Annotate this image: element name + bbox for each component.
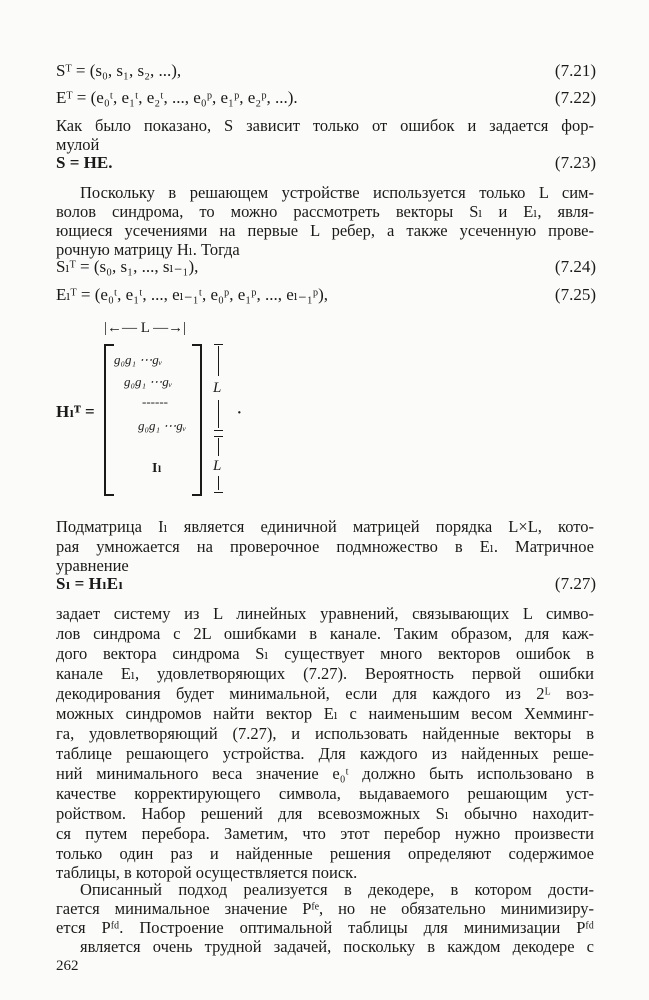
text-line: лов синдрома с 2L ошибками в канале. Таким образом, для каж-	[56, 624, 594, 643]
text-line: рочную матрицу Hₗ. Тогда	[56, 240, 240, 259]
text-line: мулой	[56, 135, 100, 154]
text-line: можных синдромов найти вектор Eₗ с наименьшим весом Хемминг-	[56, 704, 594, 723]
identity-submatrix: Iₗ	[152, 461, 162, 476]
equation-number: (7.25)	[554, 285, 596, 304]
right-bracket	[192, 344, 202, 496]
matrix-row: g₀g₁ ⋯gᵥ	[138, 418, 187, 433]
equation-lhs: Eₗᵀ = (e₀ᵗ, e₁ᵗ, ..., eₗ₋₁ᵗ, e₀ᵖ, e₁ᵖ, ..., eₗ₋₁ᵖ),	[56, 285, 328, 304]
text-line: качестве корректирующего символа, выдаваемого решающим уст-	[56, 784, 594, 803]
equation-number: (7.27)	[554, 574, 596, 593]
matrix-dashes: ------	[142, 394, 168, 409]
side-arrow-cap	[214, 492, 223, 493]
text-line: декодирования будет минимальной, если для каждого из 2ᴸ воз-	[56, 684, 594, 703]
side-arrow-line	[218, 400, 219, 428]
side-label-l: L	[213, 380, 222, 396]
text-line: ющиеся усечениями на первые L ребер, а также усеченную прове-	[56, 221, 594, 240]
matrix-width-label: |←— L —→|	[104, 320, 187, 336]
text-line: Как было показано, S зависит только от ошибок и задается фор-	[56, 116, 594, 135]
side-arrow-line	[218, 346, 219, 376]
equation-7-23	[56, 152, 596, 174]
side-arrow-line	[218, 476, 219, 490]
text-line: Описанный подход реализуется в декодере, в котором дости-	[80, 880, 594, 899]
equation-lhs: Sₗ = HₗEₗ	[56, 574, 124, 593]
equation-lhs: Sᵀ = (s₀, s₁, s₂, ...),	[56, 61, 182, 80]
matrix-row: g₀g₁ ⋯gᵥ	[114, 352, 163, 367]
matrix-row: g₀g₁ ⋯gᵥ	[124, 374, 173, 389]
equation-7-24	[56, 256, 596, 278]
equation-7-22	[56, 87, 596, 109]
text-line: ся путем перебора. Заметим, что этот перебор нужно произвести	[56, 824, 594, 843]
text-line: таблице решающего устройства. Для каждого из найденных реше-	[56, 744, 594, 763]
side-arrow-cap	[214, 436, 223, 437]
equation-7-21	[56, 60, 596, 82]
equation-lhs: Eᵀ = (e₀ᵗ, e₁ᵗ, e₂ᵗ, ..., e₀ᵖ, e₁ᵖ, e₂ᵖ, ...).	[56, 88, 298, 107]
equation-lhs: Sₗᵀ = (s₀, s₁, ..., sₗ₋₁),	[56, 257, 199, 276]
text-line: является очень трудной задачей, поскольку в каждом декодере с	[80, 937, 594, 956]
page-number: 262	[56, 958, 79, 974]
text-line: га, удовлетворяющий (7.27), и использовать найденные векторы в	[56, 724, 594, 743]
text-line: гается минимальное значение Pᶠᵉ, но не обязательно минимизиру-	[56, 899, 594, 918]
text-line: рая умножается на проверочное подмножество в Eₗ. Матричное	[56, 537, 594, 556]
text-line: волов синдрома, то можно рассмотреть векторы Sₗ и Eₗ, явля-	[56, 202, 594, 221]
text-line: Подматрица Iₗ является единичной матрицей порядка L×L, кото-	[56, 517, 594, 536]
text-line: ройством. Набор решений для всевозможных Sₗ обычно находит-	[56, 804, 594, 823]
equation-number: (7.23)	[554, 153, 596, 172]
matrix-lhs: Hₗᵀ =	[56, 402, 95, 421]
text-line: уравнение	[56, 556, 129, 575]
text-line: ется Pᶠᵈ. Построение оптимальной таблицы для минимизации Pᶠᵈ	[56, 918, 594, 937]
text-line: Поскольку в решающем устройстве используется только L сим-	[80, 183, 594, 202]
text-line: только один раз и найденные решения определяют содержимое	[56, 844, 594, 863]
text-line: задает систему из L линейных уравнений, связывающих L симво-	[56, 604, 594, 623]
equation-number: (7.24)	[554, 257, 596, 276]
equation-7-25	[56, 284, 596, 306]
text-line: канале Eₗ, удовлетворяющих (7.27). Вероятность первой ошибки	[56, 664, 594, 683]
side-arrow-cap	[214, 344, 223, 345]
left-bracket	[104, 344, 114, 496]
equation-number: (7.22)	[554, 88, 596, 107]
text-line: таблицы, в которой осуществляется поиск.	[56, 863, 358, 882]
side-arrow-cap	[214, 430, 223, 431]
equation-lhs: S = HE.	[56, 153, 113, 172]
text-line: дого вектора синдрома Sₗ существует много векторов ошибок в	[56, 644, 594, 663]
equation-7-27	[56, 573, 596, 595]
side-arrow-line	[218, 438, 219, 456]
side-label-l: L	[213, 458, 222, 474]
matrix-dot: ·	[236, 402, 243, 424]
equation-number: (7.21)	[554, 61, 596, 80]
text-line: ний минимального веса значение e₀ᵗ должно быть использовано в	[56, 764, 594, 783]
